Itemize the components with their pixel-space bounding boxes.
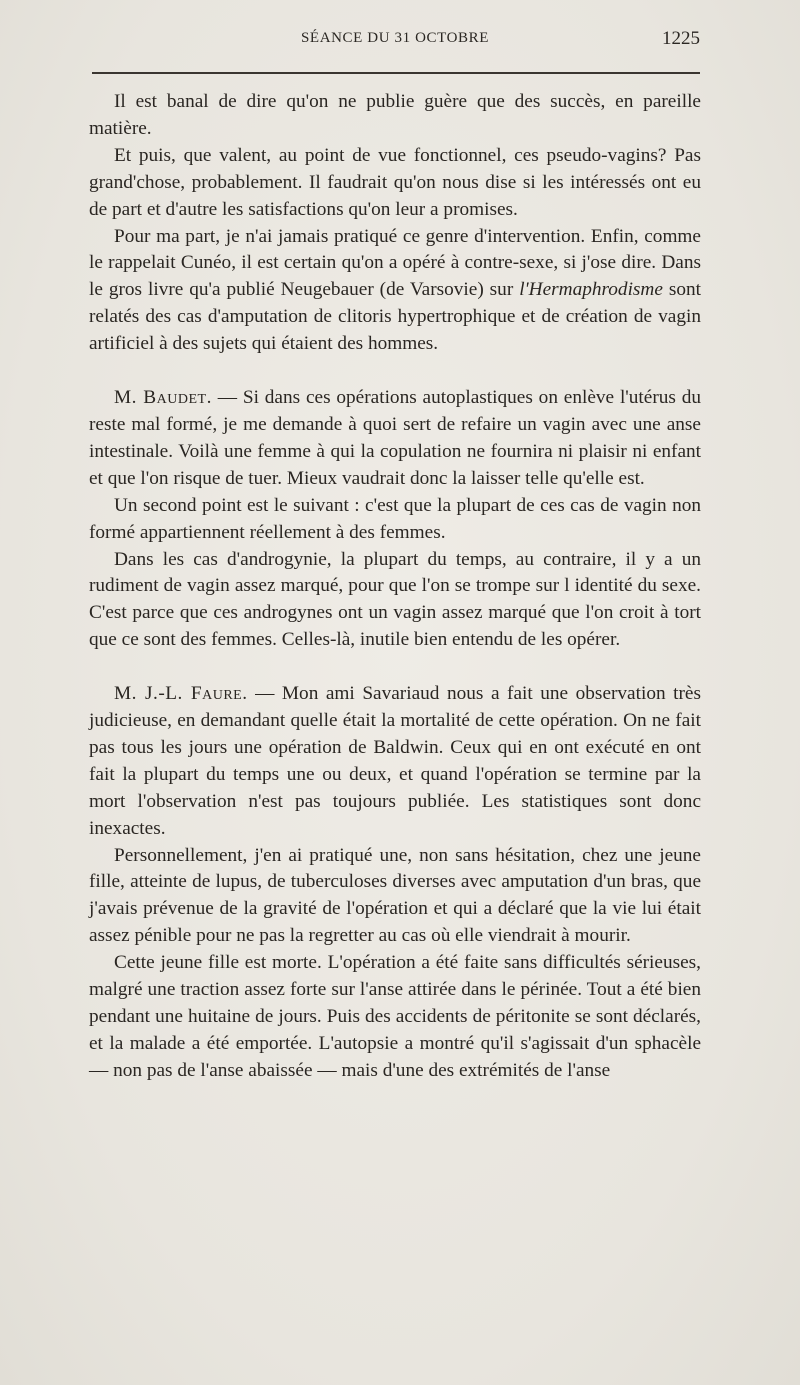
title-month: OCTOBRE xyxy=(415,30,490,46)
speaker-baudet: M. Baudet. xyxy=(114,387,212,409)
paragraph-baudet xyxy=(89,385,701,493)
paragraph-6: Dans les cas d'androgynie, la plupart du temps, au contraire, il y a un rudiment de vagin assez marqué, pour que l'on se trompe sur l identité du sexe. C'est parce que ces androgynes ont un vagin assez marqué que l'on croit à tort que ce sont des femmes. Celles-là, inutile bien entendu de les opérer. xyxy=(89,548,701,651)
paragraph-3-before: Pour ma part, je n'ai jamais pratiqué ce genre d'intervention. Enfin, comme le rappelait Cunéo, il est certain qu'on a opéré à contre-sexe, si j'ose dire. Dans le gros livre qu'a publié Neugebauer (de Varsovie) sur xyxy=(89,225,701,301)
title-seance: SÉANCE xyxy=(300,30,363,46)
paragraph-9: Cette jeune fille est morte. L'opération a été faite sans difficultés sérieuses, malgré une traction assez forte sur l'anse attirée dans le périnée. Tout a été bien pendant une huitaine de jours. Puis des accidents de péritonite se sont déclarés, et la malade a été emportée. L'autopsie a montré qu'il s'agissait d'un sphacèle — non pas de l'anse abaissée — mais d'une des extrémités de l'anse xyxy=(89,952,701,1081)
paragraph-3 xyxy=(89,224,701,359)
paragraph-8: Personnellement, j'en ai pratiqué une, non sans hésitation, chez une jeune fille, atteinte de lupus, de tuberculoses diverses avec amputation d'un bras, que j'avais prévenue de la gravité de l'opération et qui a déclaré que la vie lui était assez pénible pour ne pas la regretter au cas où elle viendrait à mourir. xyxy=(89,844,701,947)
page-number: 1225 xyxy=(662,28,700,49)
title-du: DU xyxy=(367,30,391,46)
paragraph-1: Il est banal de dire qu'on ne publie guère que des succès, en pareille matière. xyxy=(89,91,701,139)
body-text xyxy=(89,89,701,1085)
paragraph-5: Un second point est le suivant : c'est que la plupart de ces cas de vagin non formé appartiennent réellement à des femmes. xyxy=(89,494,701,543)
paragraph-faure-text: — Mon ami Savariaud nous a fait une observation très judicieuse, en demandant quelle était la mortalité de cette opération. On ne fait pas tous les jours une opération de Baldwin. Ceux qui en ont exécuté en ont fait la plupart du temps une ou deux, et quand l'opération se termine par la mort l'observation n'est pas toujours publiée. Les statistiques sont donc inexactes. xyxy=(89,683,701,839)
running-title xyxy=(90,30,700,47)
paragraph-faure xyxy=(89,681,701,842)
title-day: 31 xyxy=(394,30,411,46)
paragraph-3-after: sont relatés des cas d'amputation de clitoris hypertrophique et de création de vagin artificiel à des sujets qui étaient des hommes. xyxy=(89,279,701,355)
paragraph-2: Et puis, que valent, au point de vue fonctionnel, ces pseudo-vagins? Pas grand'chose, probablement. Il faudrait qu'on nous dise si les intéressés ont eu de part et d'autre les satisfactions qu'on leur a promises. xyxy=(89,144,701,220)
speaker-faure: M. J.-L. Faure. xyxy=(114,683,248,705)
paragraph-baudet-text: — Si dans ces opérations autoplastiques on enlève l'utérus du reste mal formé, je me demande à quoi sert de refaire un vagin avec une anse intestinale. Voilà une femme à qui la copulation ne fournira ni plaisir ni enfant et que l'on risque de tuer. Mieux vaudrait donc la laisser telle qu'elle est. xyxy=(89,387,702,489)
running-header xyxy=(90,30,700,56)
header-rule xyxy=(92,72,700,74)
book-title-italic: l'Hermaphrodisme xyxy=(519,279,663,301)
